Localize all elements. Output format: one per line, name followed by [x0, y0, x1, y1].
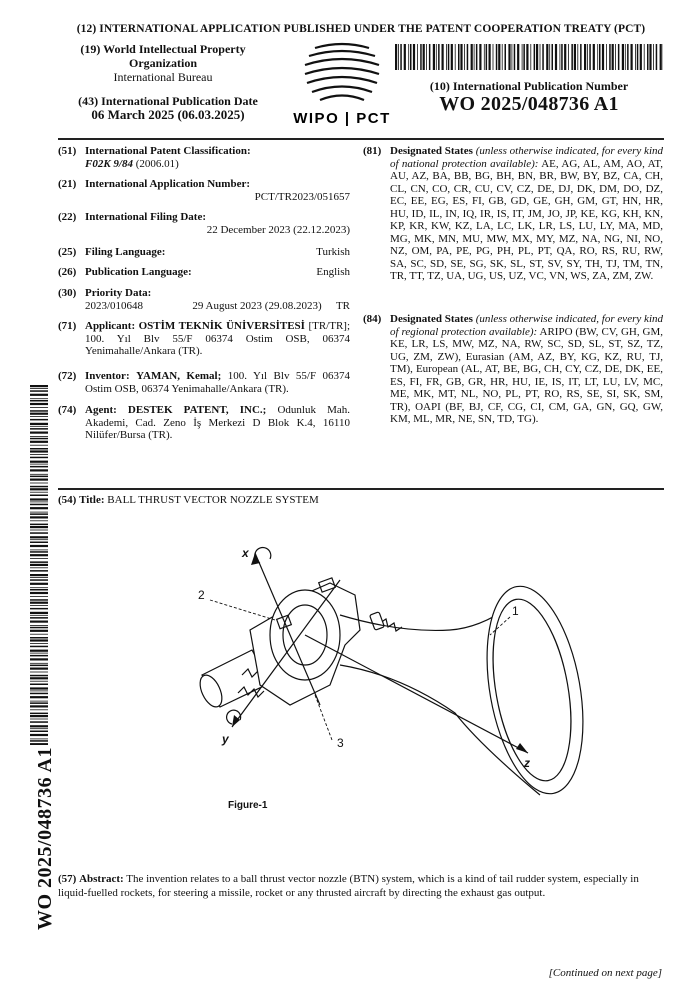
publication-date-block — [58, 94, 278, 122]
publication-barcode — [395, 44, 663, 70]
field-label: International Filing Date: — [85, 211, 206, 223]
regional-states-list: ARIPO (BW, CV, GH, GM, KE, LR, LS, MW, MZ, NA, RW, SC, SD, SL, ST, SZ, TZ, UG, ZM, ZW), Eurasian (AM, AZ, BY, KG, KZ, RU, TJ, TM), European (AL, AT, BE, BG, CH, CY, CZ, DE, DK, EE, ES, FI, FR, GB, GR, HR, HU, IE, IS, IT, LT, LU, LV, MC, ME, MK, MT, NL, NO, PL, PT, RO, RS, SE, SI, SK, SM, TR), OAPI (BF, BJ, CF, CG, CI, CM, GA, GN, GQ, GW, KM, ML, MR, NE, SN, TD, TG). — [390, 325, 663, 425]
field-note: (unless otherwise indicated, for every kind of national protection available): — [390, 145, 663, 170]
field-code: (74) — [58, 404, 77, 416]
treaty-header: (12) INTERNATIONAL APPLICATION PUBLISHED UNDER THE PATENT COOPERATION TREATY (PCT) — [76, 23, 646, 35]
field-code: (81) — [363, 145, 382, 157]
org-sub: International Bureau — [113, 70, 213, 84]
field-label: Inventor: — [85, 370, 130, 382]
continued-note: [Continued on next page] — [548, 967, 662, 979]
issuing-organization — [58, 42, 268, 84]
field-label: International Application Number: — [85, 178, 251, 190]
side-barcode — [30, 385, 48, 745]
title-label: Title: — [79, 494, 105, 506]
field-code: (84) — [363, 313, 382, 325]
pubnum-label-line — [395, 79, 663, 94]
national-states-list: AE, AG, AL, AM, AO, AT, AU, AZ, BA, BB, BG, BH, BN, BR, BW, BY, BZ, CA, CH, CL, CN, CO, CR, CU, CV, CZ, DE, DJ, DK, DM, DO, DZ, EC, EE, EG, ES, FI, GB, GD, GE, GH, GM, GT, HN, HR, HU, ID, IL, IN, IQ, IR, IS, IT, JM, JO, JP, KE, KG, KH, KN, KP, KR, KW, KZ, LA, LC, LK, LR, LS, LU, LY, MA, MD, MG, MK, MN, MU, MW, MX, MY, MZ, NA, NG, NI, NO, NZ, OM, PA, PE, PG, PH, PL, PT, QA, RO, RS, RU, RW, SA, SC, SD, SE, SG, SK, SL, ST, SV, SY, TH, TJ, TM, TN, TR, TT, TZ, UA, UG, US, UZ, VC, VN, WS, ZA, ZM, ZW. — [390, 157, 663, 282]
wipo-logo-text: WIPO | PCT — [293, 110, 391, 127]
field-label: Priority Data: — [85, 287, 152, 299]
ref-label-2: 2 — [198, 588, 205, 602]
title-line — [58, 494, 319, 506]
field-note: (unless otherwise indicated, for every kind of regional protection available): — [390, 313, 663, 338]
title-divider — [58, 488, 664, 490]
wipo-logo — [287, 38, 397, 128]
field-51 — [58, 145, 350, 170]
figure-caption: Figure-1 — [228, 800, 268, 811]
pubdate-label: International Publication Date — [101, 94, 258, 108]
inventor-address: 100. Yıl Blv 55/F 06374 Ostim OSB, 06374 Yenimahalle/Ankara (TR). — [85, 370, 351, 395]
field-84 — [363, 313, 663, 426]
filing-date: 22 December 2023 (22.12.2023) — [206, 223, 350, 236]
field-code: (71) — [58, 320, 77, 332]
field-code: (26) — [58, 266, 77, 278]
ipc-class: F02K 9/84 — [85, 157, 133, 170]
field-72 — [58, 370, 350, 395]
filing-language: Turkish — [316, 246, 350, 258]
title-code: (54) — [58, 494, 77, 506]
priority-number: 2023/010648 — [85, 299, 144, 312]
field-22 — [58, 211, 350, 236]
field-code: (22) — [58, 211, 77, 223]
agent-name: DESTEK PATENT, INC.; — [127, 404, 267, 416]
pubdate-value: 06 March 2025 (06.03.2025) — [91, 107, 245, 122]
abstract — [58, 872, 664, 900]
axis-y-label: y — [222, 732, 229, 746]
abstract-text: The invention relates to a ball thrust vector nozzle (BTN) system, which is a kind of tail rudder system, especially in liquid-fuelled rockets, for steering a missile, rocket or any thrusted aircraft by directing the exhaust gas output. — [58, 873, 639, 899]
field-code: (25) — [58, 246, 77, 258]
applicant-address: [TR/TR]; 100. Yıl Blv 55/F 06374 Ostim OSB, 06374 Yenimahalle/Ankara (TR). — [85, 320, 351, 357]
nozzle-figure — [180, 535, 600, 825]
pubdate-code: (43) — [78, 94, 99, 108]
ipc-date: (2006.01) — [135, 157, 179, 170]
header-divider — [58, 138, 664, 140]
field-code: (51) — [58, 145, 77, 157]
priority-date: 29 August 2023 (29.08.2023) — [192, 299, 322, 312]
org-name: World Intellectual Property Organization — [103, 42, 246, 70]
inventor-name: YAMAN, Kemal; — [136, 370, 222, 382]
publication-number: WO 2025/048736 A1 — [439, 93, 619, 115]
field-code: (21) — [58, 178, 77, 190]
abstract-label: Abstract: — [79, 873, 124, 885]
abstract-code: (57) — [58, 873, 77, 885]
agent-address: Odunluk Mah. Akademi, Cad. Zeno İş Merkezi D Blok K.4, 16110 Nilüfer/Bursa (TR). — [85, 404, 351, 441]
axis-x-label: x — [242, 546, 249, 560]
pubnum-code: (10) — [429, 79, 450, 93]
field-label: Publication Language: — [85, 266, 192, 278]
applicant-name: OSTİM TEKNİK ÜNİVERSİTESİ — [138, 320, 305, 332]
application-number: PCT/TR2023/051657 — [254, 190, 350, 203]
field-label: Designated States — [390, 145, 473, 157]
field-71 — [58, 320, 350, 358]
publication-language: English — [316, 266, 350, 278]
field-label: Designated States — [390, 313, 473, 325]
pubnum-label: International Publication Number — [452, 79, 629, 93]
axis-z-label: z — [524, 756, 530, 770]
side-publication-number: WO 2025/048736 A1 — [34, 747, 56, 930]
field-30 — [58, 287, 350, 312]
field-label: Applicant: — [85, 320, 136, 332]
invention-title: BALL THRUST VECTOR NOZZLE SYSTEM — [107, 494, 319, 506]
priority-country: TR — [335, 299, 350, 312]
org-code: (19) — [80, 42, 101, 56]
field-21 — [58, 178, 350, 203]
field-code: (30) — [58, 287, 77, 299]
field-label: Agent: — [85, 404, 117, 416]
ref-label-1: 1 — [512, 604, 519, 618]
field-26 — [58, 266, 350, 279]
field-label: International Patent Classification: — [85, 145, 251, 157]
field-label: Filing Language: — [85, 246, 166, 258]
field-code: (72) — [58, 370, 77, 382]
field-74 — [58, 404, 350, 442]
field-25 — [58, 246, 350, 259]
field-81 — [363, 145, 663, 283]
ref-label-3: 3 — [337, 736, 344, 750]
